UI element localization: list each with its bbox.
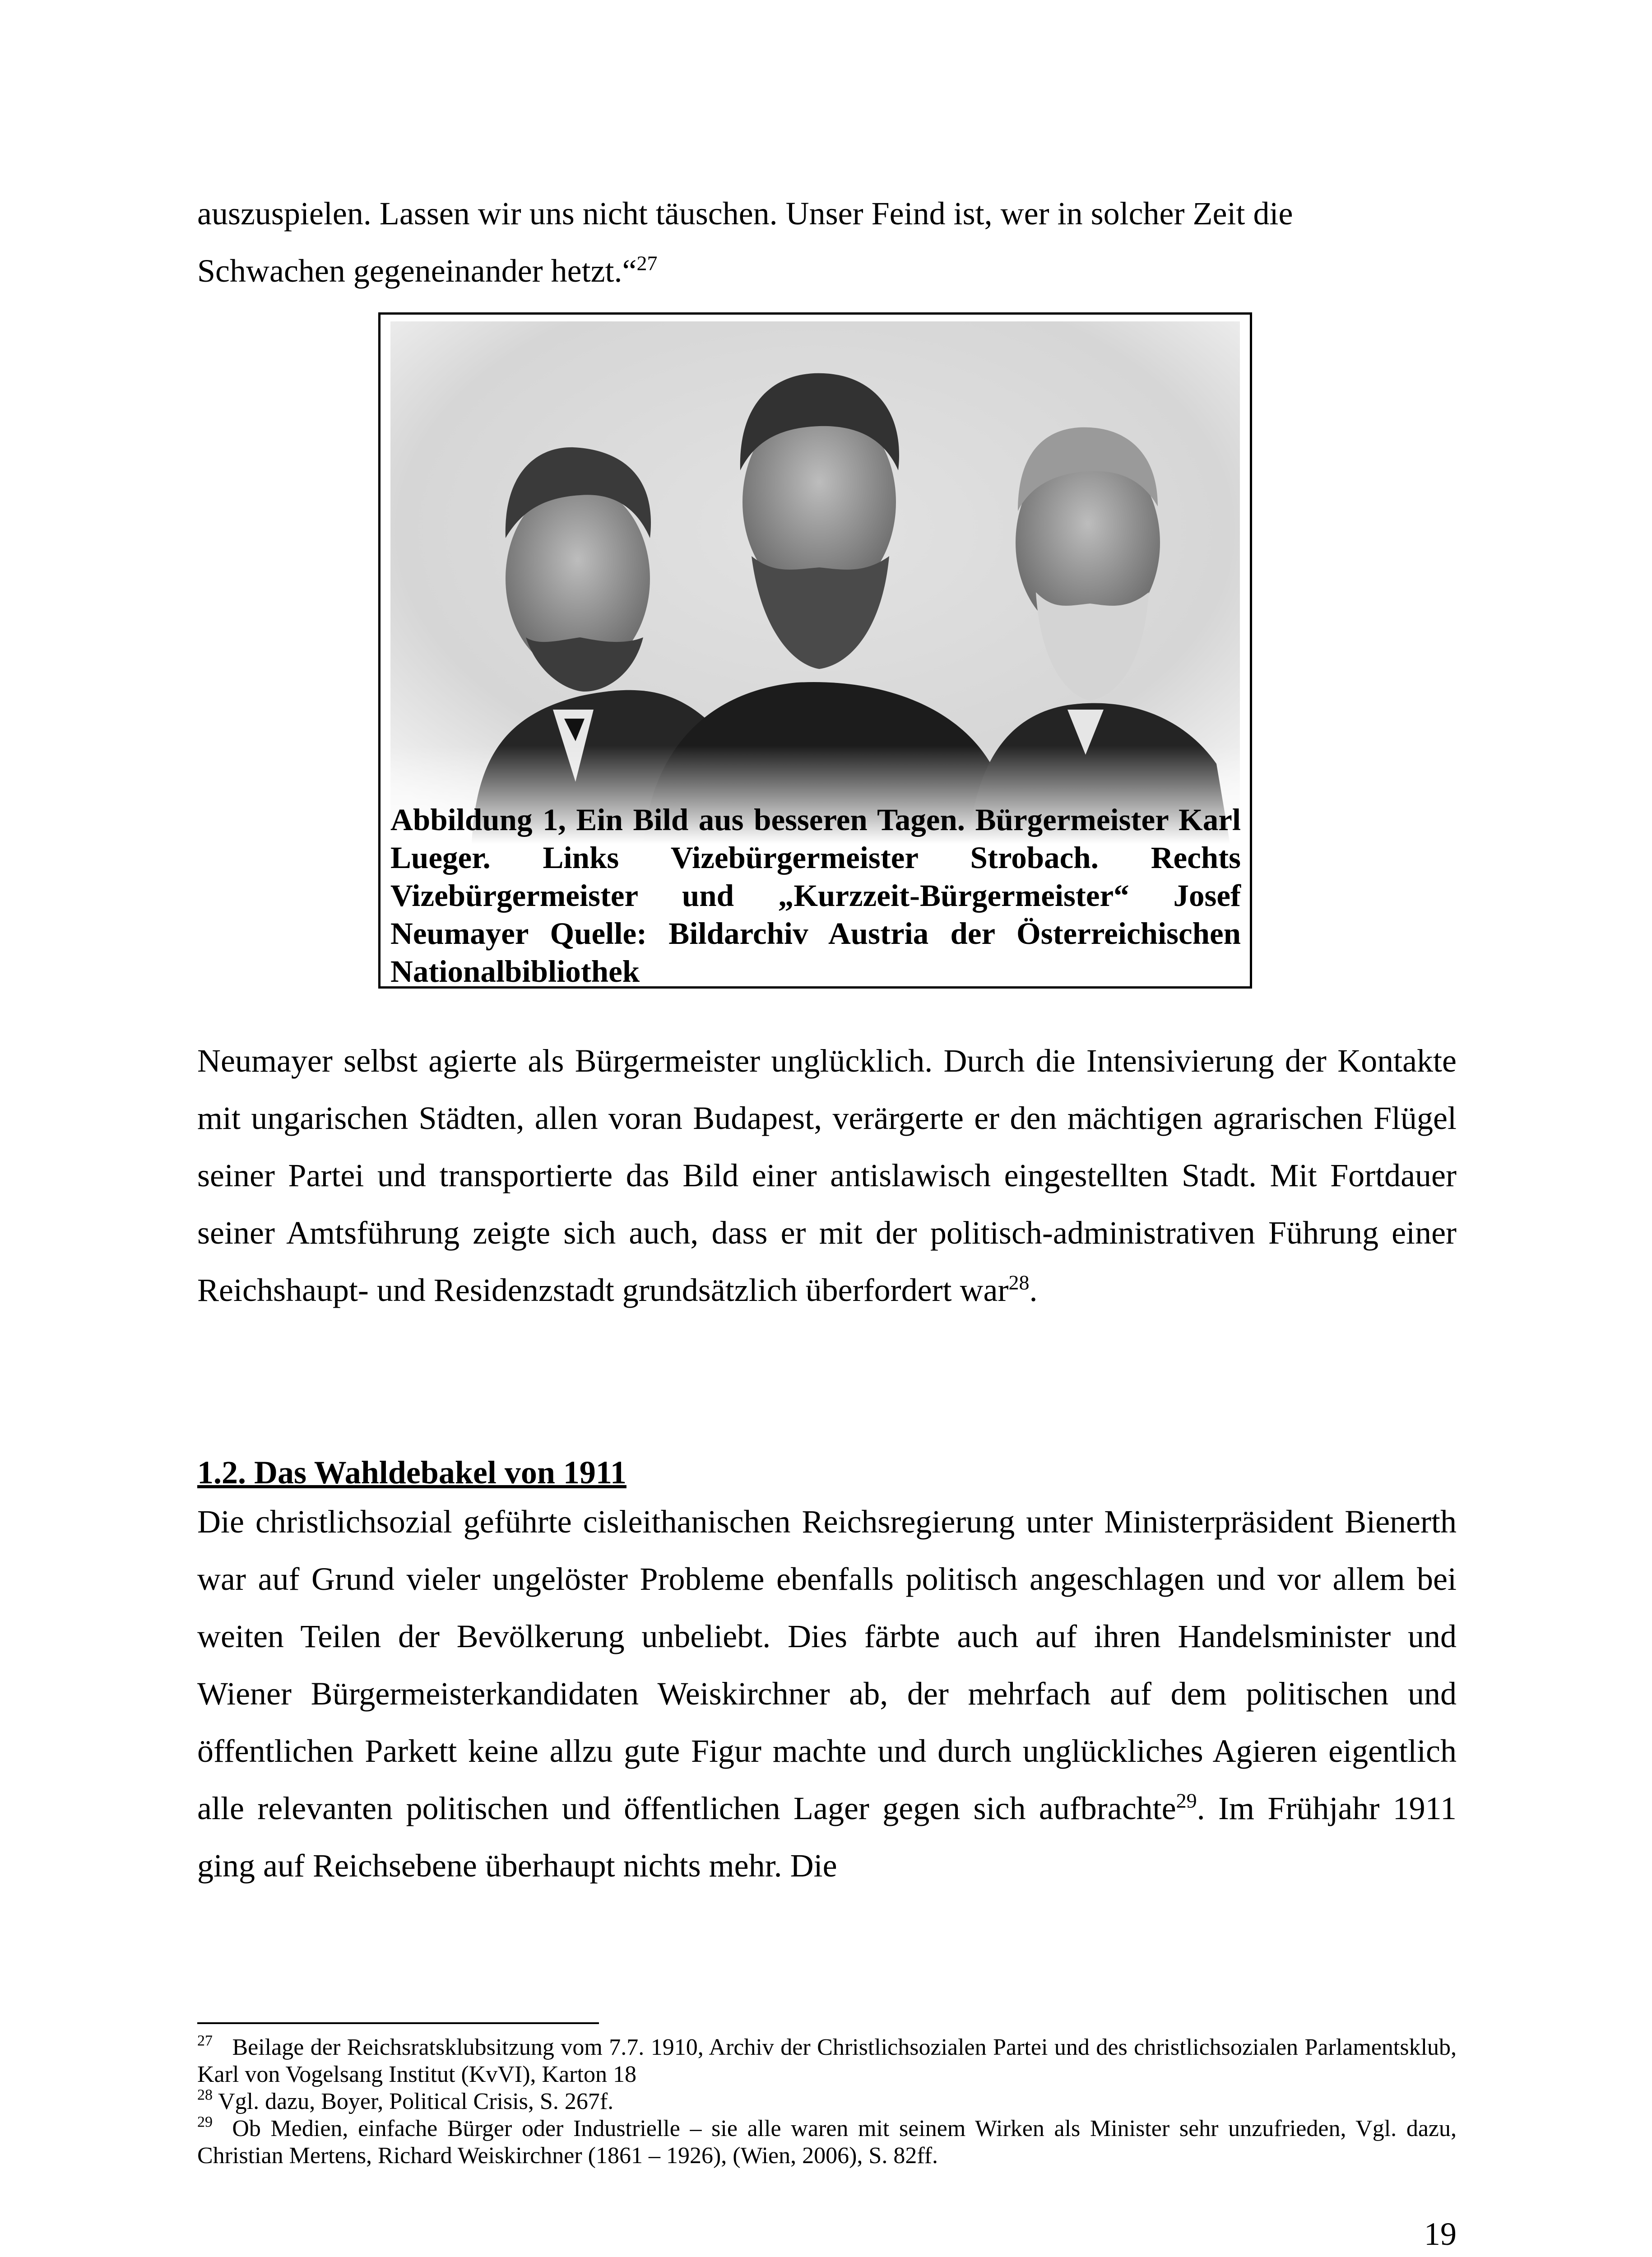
paragraph-neumayer-text: Neumayer selbst agierte als Bürgermeister unglücklich. Durch die Intensivierung der Kontakte mit ungarischen Städten, allen voran Budapest, verärgerte er den mächtigen agrarischen Flügel seiner Partei und transportierte das Bild einer antislawisch eingestellten Stadt. Mit Fortdauer seiner Amtsführung zeigte sich auch, dass er mit der politisch-administrativen Führung einer Reichshaupt- und Residenzstadt grundsätzlich überfordert war [197,1043,1457,1308]
footnote-number: 27 [197,2032,213,2049]
footnote-28 [197,2088,1457,2115]
historical-photo [390,321,1240,844]
footnote-ref-28[interactable]: 28 [1008,1271,1030,1294]
section-heading: 1.2. Das Wahldebakel von 1911 [197,1454,626,1491]
figure-photo [378,312,1252,989]
quote-line-2: Schwachen gegeneinander hetzt.“ [197,253,637,289]
quote-line-1: auszuspielen. Lassen wir uns nicht täuschen. Unser Feind ist, wer in solcher Zeit die [197,195,1293,232]
paragraph-wahldebakel-text-1: Die christlichsozial geführte cisleithanischen Reichsregierung unter Ministerpräsident Bienerth war auf Grund vieler ungelöster Probleme ebenfalls politisch angeschlagen und vor allem bei weiten Teilen der Bevölkerung unbeliebt. Dies färbte auch auf ihren Handelsminister und Wiener Bürgermeisterkandidaten Weiskirchner ab, der mehrfach auf dem politischen und öffentlichen Parkett keine allzu gute Figur machte und durch unglückliches Agieren eigentlich alle relevanten politischen und öffentlichen Lager gegen sich aufbrachte [197,1504,1457,1826]
paragraph-wahldebakel [197,1493,1457,1895]
footnotes [197,2034,1457,2169]
paragraph-quote-end [197,185,1457,300]
footnote-29 [197,2115,1457,2169]
footnote-text: Ob Medien, einfache Bürger oder Industrielle – sie alle waren mit seinem Wirken als Minister sehr unzufrieden, Vgl. dazu, Christian Mertens, Richard Weiskirchner (1861 – 1926), (Wien, 2006), S. 82ff. [197,2116,1457,2169]
footnote-separator [197,2022,599,2024]
paragraph-neumayer-tail: . [1029,1272,1038,1308]
footnote-ref-29[interactable]: 29 [1176,1789,1197,1812]
paragraph-neumayer [197,1032,1457,1319]
figure-caption: Abbildung 1, Ein Bild aus besseren Tagen. Bürgermeister Karl Lueger. Links Vizebürgermeister Strobach. Rechts Vizebürgermeister und „Kurzzeit-Bürgermeister“ Josef Neumayer Quelle: Bildarchiv Austria der Österreichischen Nationalbibliothek [390,803,1241,989]
footnote-text: Beilage der Reichsratsklubsitzung vom 7.7. 1910, Archiv der Christlichsozialen Partei und des christlichsozialen Parlamentsklub, Karl von Vogelsang Institut (KvVI), Karton 18 [197,2034,1457,2087]
footnote-ref-27[interactable]: 27 [636,251,658,275]
footnote-number: 29 [197,2113,213,2131]
footnote-27 [197,2034,1457,2088]
page-number: 19 [1424,2216,1457,2252]
paragraph-wahldebakel-text-2: . Im Frühjahr 1911 ging auf Reichsebene überhaupt nichts mehr. Die [197,1790,1457,1884]
footnote-number: 28 [197,2086,213,2104]
footnote-text: Vgl. dazu, Boyer, Political Crisis, S. 267f. [218,2089,614,2114]
